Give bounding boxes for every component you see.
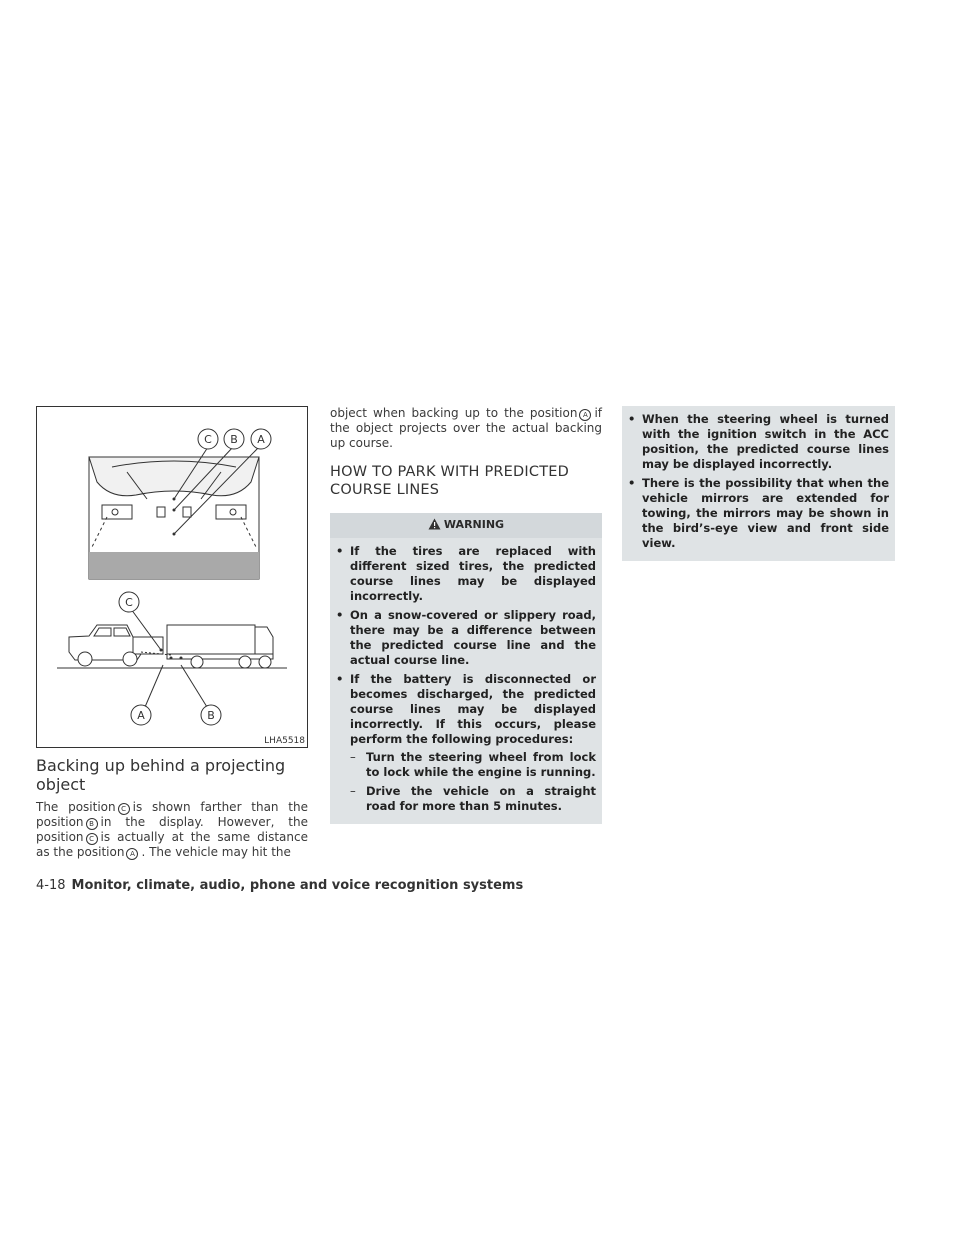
list-item-text: When the steering wheel is turned with the ignition switch in the ACC position, the predicted course lines may be displayed incorrectly.	[642, 412, 889, 471]
text-run: object when backing up to the position	[330, 406, 578, 420]
text-run: is shown farther than the position	[36, 800, 308, 829]
warning-list	[628, 412, 889, 551]
continued-paragraph	[330, 406, 602, 451]
list-item-text: Drive the vehicle on a straight road for more than 5 minutes.	[366, 784, 596, 813]
chapter-title: Monitor, climate, audio, phone and voice recognition systems	[71, 878, 524, 893]
list-item-text: If the tires are replaced with different sized tires, the predicted course lines may be displayed incorrectly.	[350, 544, 596, 603]
text-run: is actually at the same distance as the position	[36, 830, 308, 859]
backing-up-illustration	[37, 407, 307, 747]
list-item: • On a snow-covered or slippery road, there may be a difference between the predicted course line and the actual course line.	[336, 608, 596, 667]
text-run: in the display. However, the position	[36, 815, 308, 844]
warning-icon	[428, 518, 441, 533]
figure-label-b-bottom: B	[207, 709, 215, 722]
circled-b: B	[86, 818, 98, 830]
circled-a: A	[126, 848, 138, 860]
circled-a: A	[579, 409, 591, 421]
warning-list	[336, 544, 596, 814]
warning-box	[330, 513, 602, 824]
subsection-heading: Backing up behind a projecting object	[36, 756, 286, 794]
warning-header	[330, 513, 602, 538]
list-item-text: There is the possibility that when the vehicle mirrors are extended for towing, the mirrors may be shown in the bird’s-eye view and front side view.	[642, 476, 889, 550]
text-run: if the object projects over the actual backing up course.	[330, 406, 602, 450]
section-heading: HOW TO PARK WITH PREDICTED COURSE LINES	[330, 464, 569, 498]
page-footer	[36, 878, 523, 893]
list-item: • When the steering wheel is turned with the ignition switch in the ACC position, the predicted course lines may be displayed incorrectly.	[628, 412, 889, 471]
figure-label-b-top: B	[230, 433, 238, 446]
figure-label-c-side: C	[125, 596, 133, 609]
page-number: 4-18	[36, 878, 66, 893]
text-run: The position	[36, 800, 116, 814]
figure-label-c-top: C	[204, 433, 212, 446]
backing-up-paragraph	[36, 800, 308, 860]
list-item: • There is the possibility that when the vehicle mirrors are extended for towing, the mirrors may be shown in the bird’s-eye view and front side view.	[628, 476, 889, 550]
list-item: • If the tires are replaced with different sized tires, the predicted course lines may be displayed incorrectly.	[336, 544, 596, 603]
figure-label-a-top: A	[257, 433, 265, 446]
figure-code: LHA5518	[264, 736, 305, 746]
column-right	[622, 406, 895, 561]
warning-box-continued	[622, 406, 895, 561]
list-item: • If the battery is disconnected or becomes discharged, the predicted course lines may be displayed incorrectly. If this occurs, please perform the following procedures: – Turn the steering wheel from lock to lock while the engine is running. – Drive the vehicle on a straight road for more than 5 minutes.	[336, 672, 596, 813]
list-item-text: Turn the steering wheel from lock to lock while the engine is running.	[366, 750, 596, 779]
circled-c: C	[86, 833, 98, 845]
column-middle	[330, 406, 602, 824]
warning-title: WARNING	[443, 518, 505, 531]
backing-up-figure	[36, 406, 308, 748]
procedure-list	[350, 750, 596, 814]
list-item-text: If the battery is disconnected or becomes discharged, the predicted course lines may be displayed incorrectly. If this occurs, please perform the following procedures:	[350, 672, 596, 746]
list-item: – Drive the vehicle on a straight road for more than 5 minutes.	[350, 784, 596, 813]
figure-label-a-bottom: A	[137, 709, 145, 722]
text-run: . The vehicle may hit the	[141, 845, 291, 859]
circled-c: C	[118, 803, 130, 815]
list-item: – Turn the steering wheel from lock to lock while the engine is running.	[350, 750, 596, 779]
column-left	[36, 406, 308, 860]
list-item-text: On a snow-covered or slippery road, there may be a difference between the predicted course line and the actual course line.	[350, 608, 596, 667]
